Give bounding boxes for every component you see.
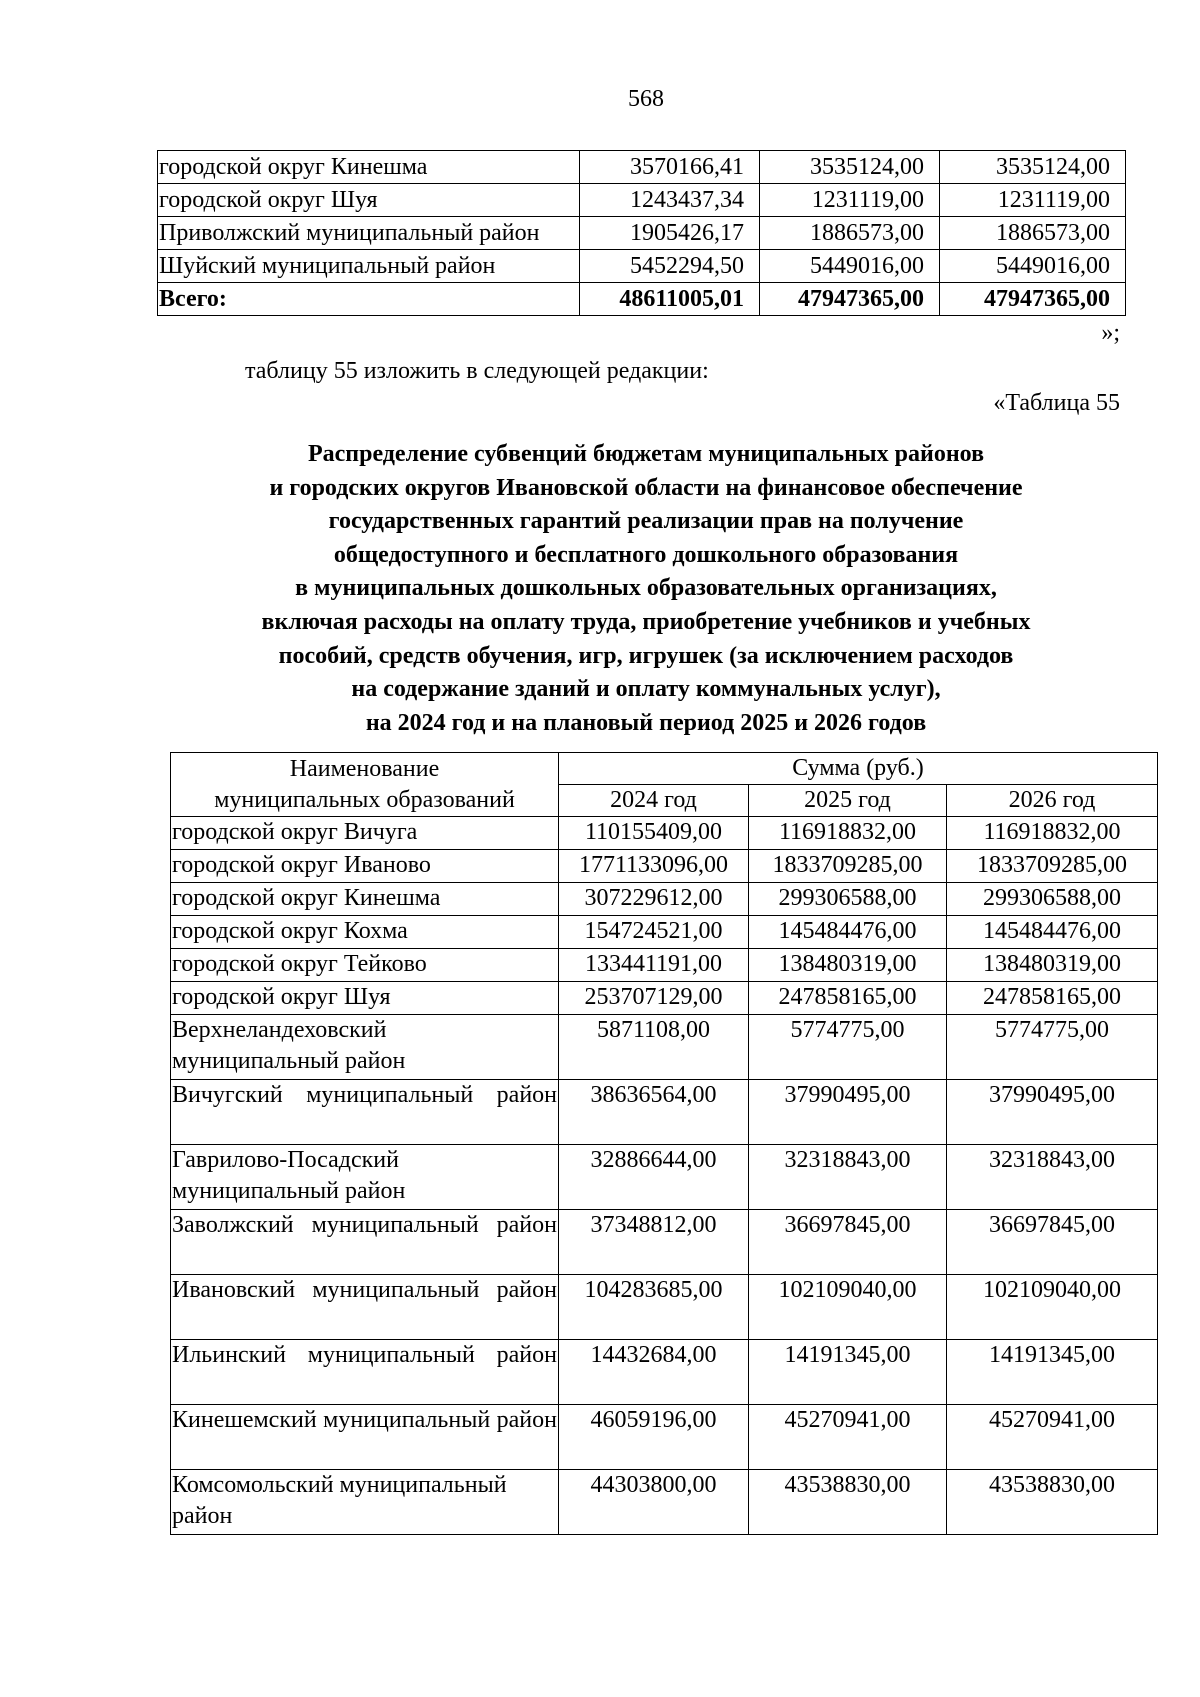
- amount-2024: 32886644,00: [559, 1145, 749, 1210]
- title-line: на содержание зданий и оплату коммунальных услуг),: [351, 676, 941, 703]
- table-row: [171, 1080, 1158, 1145]
- table-row: [158, 250, 1126, 283]
- closing-quote: »;: [1101, 320, 1120, 346]
- amount-2026: 5774775,00: [947, 1015, 1158, 1080]
- title-line: государственных гарантий реализации прав на получение: [328, 508, 964, 535]
- table-row: [171, 949, 1158, 982]
- amount-2024: 5871108,00: [559, 1015, 749, 1080]
- district-name: Заволжский муниципальный район: [171, 1210, 559, 1275]
- table-row: [171, 1015, 1158, 1080]
- amount-2024: 3570166,41: [580, 151, 760, 184]
- district-name: городской округ Кинешма: [158, 151, 580, 184]
- name-header-line: муниципальных образований: [214, 786, 515, 813]
- previous-table-tail: [157, 150, 1126, 316]
- amount-2024: 5452294,50: [580, 250, 760, 283]
- table-row: [158, 151, 1126, 184]
- amount-2025: 116918832,00: [749, 817, 947, 850]
- amount-2026: 116918832,00: [947, 817, 1158, 850]
- district-name: Ивановский муниципальный район: [171, 1275, 559, 1340]
- table-title: [140, 438, 1152, 740]
- amount-2024: 110155409,00: [559, 817, 749, 850]
- district-name: Шуйский муниципальный район: [158, 250, 580, 283]
- table-row: [158, 184, 1126, 217]
- amount-2026: 145484476,00: [947, 916, 1158, 949]
- amendment-instruction: таблицу 55 изложить в следующей редакции:: [245, 358, 709, 384]
- table-row: [171, 1145, 1158, 1210]
- district-name: Верхнеландеховский муниципальный район: [171, 1015, 559, 1080]
- amount-2025: 299306588,00: [749, 883, 947, 916]
- title-line: на 2024 год и на плановый период 2025 и 2026 годов: [365, 709, 927, 736]
- amount-2026: 1231119,00: [940, 184, 1126, 217]
- total-row: [158, 283, 1126, 316]
- table-row: [171, 883, 1158, 916]
- amount-2025: 37990495,00: [749, 1080, 947, 1145]
- district-name: городской округ Кинешма: [171, 883, 559, 916]
- amount-2024: 1243437,34: [580, 184, 760, 217]
- amount-2024: 1771133096,00: [559, 850, 749, 883]
- district-name: городской округ Вичуга: [171, 817, 559, 850]
- year-2024-header: 2024 год: [559, 785, 749, 817]
- page-number: 568: [628, 86, 664, 112]
- amount-2024: 253707129,00: [559, 982, 749, 1015]
- amount-2025: 5449016,00: [760, 250, 940, 283]
- amount-2025: 14191345,00: [749, 1340, 947, 1405]
- amount-2025: 1886573,00: [760, 217, 940, 250]
- amount-2025: 5774775,00: [749, 1015, 947, 1080]
- table-row: [171, 1405, 1158, 1470]
- district-name: Вичугский муниципальный район: [171, 1080, 559, 1145]
- amount-2024: 154724521,00: [559, 916, 749, 949]
- total-2025: 47947365,00: [760, 283, 940, 316]
- amount-2026: 3535124,00: [940, 151, 1126, 184]
- amount-2026: 102109040,00: [947, 1275, 1158, 1340]
- amount-2025: 3535124,00: [760, 151, 940, 184]
- table-row: [171, 1275, 1158, 1340]
- table-row: [171, 817, 1158, 850]
- amount-2024: 1905426,17: [580, 217, 760, 250]
- amount-2024: 307229612,00: [559, 883, 749, 916]
- amount-2026: 14191345,00: [947, 1340, 1158, 1405]
- district-name: городской округ Иваново: [171, 850, 559, 883]
- amount-2026: 1886573,00: [940, 217, 1126, 250]
- amount-2025: 32318843,00: [749, 1145, 947, 1210]
- table-row: [171, 850, 1158, 883]
- amount-2024: 38636564,00: [559, 1080, 749, 1145]
- sum-column-header: Сумма (руб.): [559, 753, 1158, 785]
- amount-2026: 36697845,00: [947, 1210, 1158, 1275]
- table-row: [158, 217, 1126, 250]
- amount-2026: 299306588,00: [947, 883, 1158, 916]
- name-header-line: Наименование: [289, 755, 440, 782]
- total-label: Всего:: [158, 283, 580, 316]
- district-name: Гаврилово-Посадский муниципальный район: [171, 1145, 559, 1210]
- amount-2026: 45270941,00: [947, 1405, 1158, 1470]
- year-2026-header: 2026 год: [947, 785, 1158, 817]
- amount-2025: 102109040,00: [749, 1275, 947, 1340]
- table-row: [171, 1340, 1158, 1405]
- amount-2025: 45270941,00: [749, 1405, 947, 1470]
- title-line: общедоступного и бесплатного дошкольного образования: [333, 541, 959, 568]
- amount-2026: 37990495,00: [947, 1080, 1158, 1145]
- amount-2026: 32318843,00: [947, 1145, 1158, 1210]
- year-2025-header: 2025 год: [749, 785, 947, 817]
- amount-2025: 138480319,00: [749, 949, 947, 982]
- amount-2024: 104283685,00: [559, 1275, 749, 1340]
- amount-2025: 247858165,00: [749, 982, 947, 1015]
- amount-2025: 145484476,00: [749, 916, 947, 949]
- amount-2026: 43538830,00: [947, 1470, 1158, 1535]
- amount-2024: 46059196,00: [559, 1405, 749, 1470]
- district-name: Приволжский муниципальный район: [158, 217, 580, 250]
- amount-2024: 44303800,00: [559, 1470, 749, 1535]
- table-row: [171, 1210, 1158, 1275]
- total-2024: 48611005,01: [580, 283, 760, 316]
- district-name: городской округ Тейково: [171, 949, 559, 982]
- table-header-row: [171, 753, 1158, 785]
- district-name: городской округ Кохма: [171, 916, 559, 949]
- name-column-header: [171, 753, 559, 817]
- amount-2024: 37348812,00: [559, 1210, 749, 1275]
- amount-2025: 1833709285,00: [749, 850, 947, 883]
- title-line: Распределение субвенций бюджетам муниципальных районов: [307, 441, 985, 467]
- amount-2026: 138480319,00: [947, 949, 1158, 982]
- amount-2026: 5449016,00: [940, 250, 1126, 283]
- district-name: городской округ Шуя: [171, 982, 559, 1015]
- amount-2026: 247858165,00: [947, 982, 1158, 1015]
- district-name: Кинешемский муниципальный район: [171, 1405, 559, 1470]
- district-name: городской округ Шуя: [158, 184, 580, 217]
- table-row: [171, 1470, 1158, 1535]
- amount-2026: 1833709285,00: [947, 850, 1158, 883]
- amount-2025: 36697845,00: [749, 1210, 947, 1275]
- amount-2025: 1231119,00: [760, 184, 940, 217]
- total-2026: 47947365,00: [940, 283, 1126, 316]
- title-line: и городских округов Ивановской области на финансовое обеспечение: [269, 474, 1023, 501]
- district-name: Ильинский муниципальный район: [171, 1340, 559, 1405]
- table-row: [171, 982, 1158, 1015]
- district-name: Комсомольский муниципальный район: [171, 1470, 559, 1535]
- amount-2024: 14432684,00: [559, 1340, 749, 1405]
- title-line: включая расходы на оплату труда, приобретение учебников и учебных: [261, 608, 1031, 635]
- table-caption: «Таблица 55: [993, 390, 1120, 416]
- amount-2024: 133441191,00: [559, 949, 749, 982]
- table-row: [171, 916, 1158, 949]
- subsidy-table: [170, 752, 1158, 1535]
- title-line: в муниципальных дошкольных образовательных организациях,: [295, 575, 997, 602]
- title-line: пособий, средств обучения, игр, игрушек (за исключением расходов: [278, 642, 1014, 669]
- amount-2025: 43538830,00: [749, 1470, 947, 1535]
